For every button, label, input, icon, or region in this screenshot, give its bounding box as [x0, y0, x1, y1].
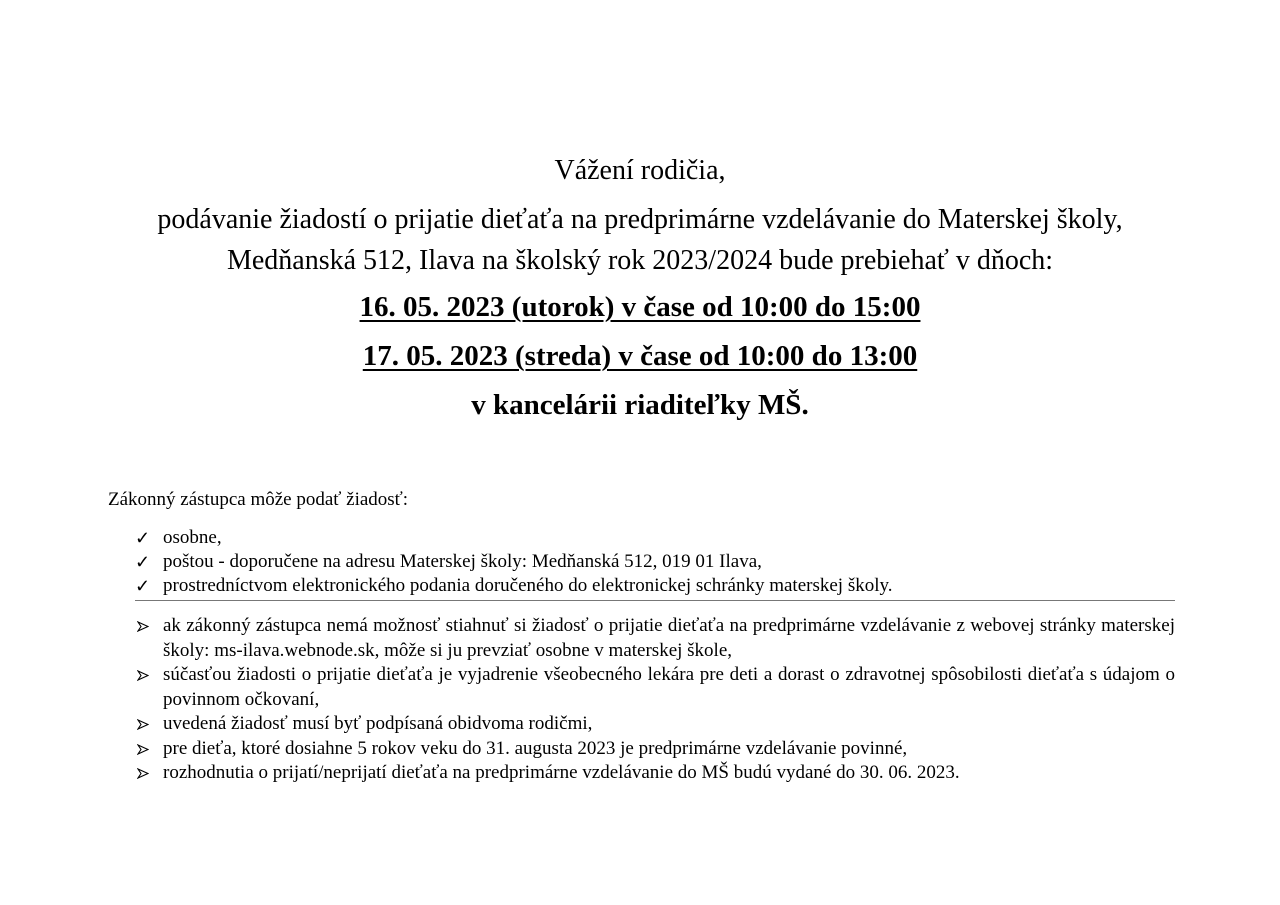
option-text: osobne, [163, 527, 222, 548]
list-item [135, 712, 1175, 737]
list-item [135, 574, 1175, 598]
list-item [135, 614, 1175, 663]
note-text: súčasťou žiadosti o prijatie dieťaťa je vyjadrenie všeobecného lekára pre deti a dorast o zdravotnej spôsobilosti dieťaťa s údajom o povinnom očkovaní, [163, 664, 1175, 710]
list-item [135, 526, 1175, 550]
checkmark-icon: ✓ [135, 552, 151, 572]
arrowhead-bullet-icon [137, 621, 149, 632]
notes-list [135, 614, 1175, 786]
option-text: prostredníctvom elektronického podania doručeného do elektronickej schránky materskej školy. [163, 575, 893, 596]
date-line-2 [0, 340, 1280, 373]
arrowhead-bullet-icon [137, 670, 149, 681]
arrowhead-bullet-icon [137, 719, 149, 730]
note-text: rozhodnutia o prijatí/neprijatí dieťaťa na predprimárne vzdelávanie do MŠ budú vydané do 30. 06. 2023. [163, 762, 960, 783]
list-item [135, 663, 1175, 712]
note-text: ak zákonný zástupca nemá možnosť stiahnuť si žiadosť o prijatie dieťaťa na predprimárne vzdelávanie z webovej stránky materskej školy: ms-ilava.webnode.sk, môže si ju prevziať osobne v materskej škole, [163, 615, 1175, 661]
list-item [135, 761, 1175, 786]
date-1-text: 16. 05. 2023 (utorok) v čase od 10:00 do 15:00 [359, 291, 921, 323]
greeting: Vážení rodičia, [554, 155, 726, 186]
arrowhead-bullet-icon [137, 744, 149, 755]
submission-options-list [135, 526, 1175, 598]
divider [135, 600, 1175, 601]
date-line-1 [0, 291, 1280, 324]
date-2-text: 17. 05. 2023 (streda) v čase od 10:00 do 13:00 [362, 340, 918, 372]
arrowhead-bullet-icon [137, 768, 149, 779]
checkmark-icon: ✓ [135, 576, 151, 596]
list-item [135, 550, 1175, 574]
intro-line-1: podávanie žiadostí o prijatie dieťaťa na predprimárne vzdelávanie do Materskej školy, [157, 204, 1123, 235]
note-text: pre dieťa, ktoré dosiahne 5 rokov veku do 31. augusta 2023 je predprimárne vzdelávanie povinné, [163, 737, 908, 759]
intro-line-2: Medňanská 512, Ilava na školský rok 2023/2024 bude prebiehať v dňoch: [226, 245, 1054, 276]
submission-lead: Zákonný zástupca môže podať žiadosť: [108, 489, 409, 510]
option-text: poštou - doporučene na adresu Materskej školy: Medňanská 512, 019 01 Ilava, [163, 551, 762, 572]
checkmark-icon: ✓ [135, 528, 151, 548]
note-text: uvedená žiadosť musí byť podpísaná obidvoma rodičmi, [163, 713, 593, 734]
place-line: v kancelárii riaditeľky MŠ. [471, 389, 809, 421]
list-item [135, 737, 1175, 762]
